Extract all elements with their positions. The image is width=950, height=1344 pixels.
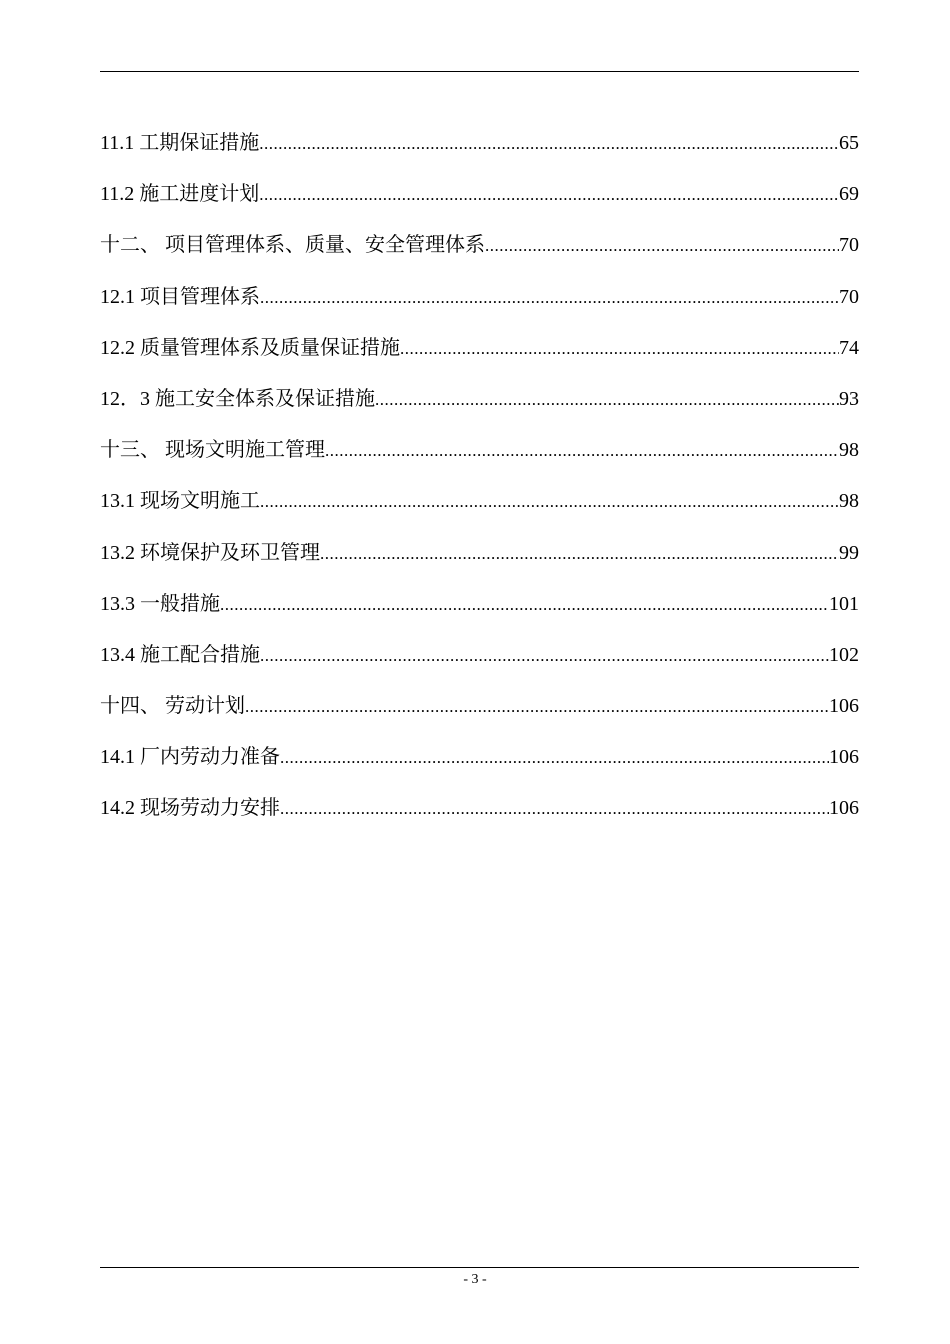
toc-entry[interactable] <box>100 536 859 587</box>
toc-entry[interactable] <box>100 280 859 331</box>
toc-entry-page: 106 <box>829 797 859 820</box>
toc-entry-page: 70 <box>839 234 859 257</box>
toc-entry[interactable] <box>100 433 859 484</box>
toc-entry-title: 14.1 厂内劳动力准备 <box>100 746 280 769</box>
dot-leader <box>280 799 829 819</box>
toc-entry-page: 65 <box>839 132 859 154</box>
toc-entry-page: 106 <box>829 746 859 769</box>
header-rule <box>100 71 859 72</box>
toc-entry-page: 99 <box>839 541 859 564</box>
toc-entry-page: 69 <box>839 183 859 206</box>
dot-leader <box>325 441 839 461</box>
dot-leader <box>260 646 829 666</box>
toc-entry-title: 十四、 劳动计划 <box>100 695 245 718</box>
toc-entry[interactable] <box>100 382 859 433</box>
toc-entry-page: 106 <box>829 695 859 718</box>
dot-leader <box>485 236 839 256</box>
toc-entry-title: 11.2 施工进度计划 <box>100 183 260 206</box>
toc-entry-page: 98 <box>839 490 859 513</box>
toc-entry[interactable] <box>100 126 859 177</box>
toc-entry[interactable] <box>100 587 859 638</box>
toc-entry[interactable] <box>100 740 859 791</box>
toc-entry-page: 70 <box>839 285 859 308</box>
toc-entry-page: 102 <box>829 643 859 666</box>
dot-leader <box>259 185 839 205</box>
dot-leader <box>260 492 839 512</box>
toc-entry-title: 11.1 工期保证措施 <box>100 132 260 154</box>
toc-entry-title: 13.1 现场文明施工 <box>100 490 260 513</box>
table-of-contents <box>100 126 859 843</box>
dot-leader <box>400 339 839 359</box>
toc-entry[interactable] <box>100 177 859 228</box>
toc-entry-title: 13.2 环境保护及环卫管理 <box>100 541 320 564</box>
toc-entry-title: 12.2 质量管理体系及质量保证措施 <box>100 336 400 359</box>
toc-entry[interactable] <box>100 228 859 279</box>
page-number: - 3 - <box>463 1272 487 1287</box>
dot-leader <box>259 134 839 154</box>
dot-leader <box>320 544 839 564</box>
toc-entry-page: 98 <box>839 439 859 462</box>
toc-entry[interactable] <box>100 791 859 842</box>
toc-entry[interactable] <box>100 331 859 382</box>
toc-entry-page: 101 <box>829 592 859 615</box>
toc-entry-title: 13.3 一般措施 <box>100 592 220 615</box>
toc-entry[interactable] <box>100 484 859 535</box>
toc-entry[interactable] <box>100 638 859 689</box>
toc-entry-title: 12.1 项目管理体系 <box>100 285 260 308</box>
toc-entry-page: 74 <box>839 336 859 359</box>
dot-leader <box>375 390 839 410</box>
footer-rule <box>100 1267 859 1268</box>
toc-entry-title: 14.2 现场劳动力安排 <box>100 797 280 820</box>
toc-entry-title: 十三、 现场文明施工管理 <box>100 439 325 462</box>
toc-entry-title: 十二、 项目管理体系、质量、安全管理体系 <box>100 234 485 257</box>
toc-entry-title: 12．3 施工安全体系及保证措施 <box>100 387 375 410</box>
dot-leader <box>220 595 829 615</box>
dot-leader <box>245 697 829 717</box>
toc-entry[interactable] <box>100 689 859 740</box>
dot-leader <box>260 288 839 308</box>
dot-leader <box>280 748 829 768</box>
toc-entry-title: 13.4 施工配合措施 <box>100 643 260 666</box>
toc-entry-page: 93 <box>839 387 859 410</box>
